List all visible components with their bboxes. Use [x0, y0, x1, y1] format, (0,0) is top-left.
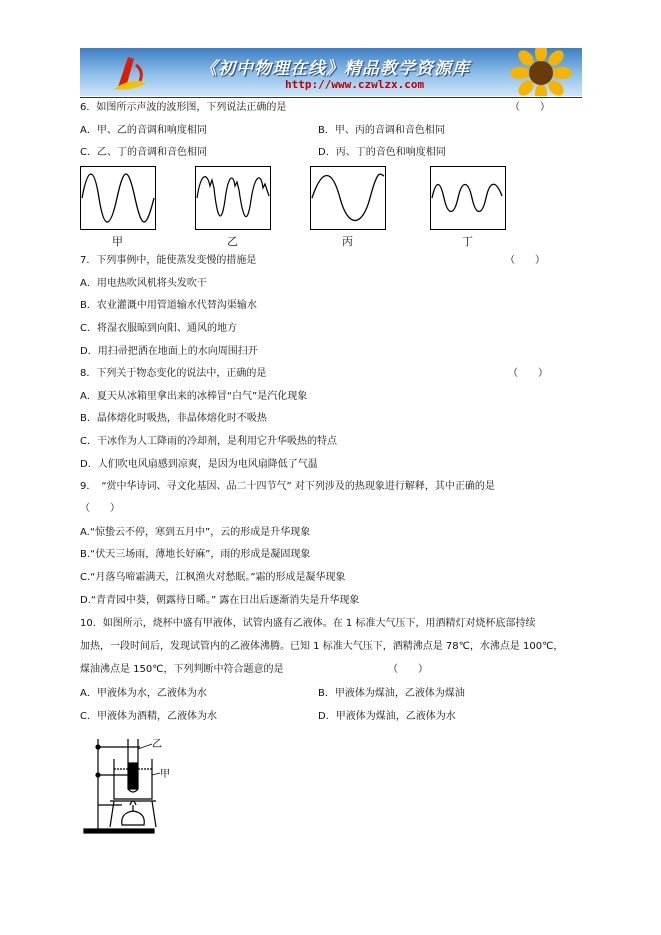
q9-bracket: （ ） [80, 503, 120, 514]
q6-stem: 6．如图所示声波的波形图，下列说法正确的是 [80, 102, 287, 113]
q8-option-b: B．晶体熔化时吸热，非晶体熔化时不吸热 [80, 413, 267, 424]
q10-option-c: C．甲液体为酒精，乙液体为水 [80, 711, 217, 722]
label-jia: 甲 [160, 769, 170, 780]
q7-stem: 7．下列事例中，能使蒸发变慢的措施是 [80, 255, 257, 266]
site-logo-icon [110, 53, 150, 93]
q8-bracket: （ ） [508, 368, 548, 379]
q10-stem-line-2: 加热，一段时间后，发现试管内的乙液体沸腾。已知 1 标准大气压下，酒精沸点是 78℃，水沸点是 100℃， [80, 641, 564, 652]
q8-option-d: D．人们吹电风扇感到凉爽，是因为电风扇降低了气温 [80, 459, 318, 470]
q8-stem: 8．下列关于物态变化的说法中，正确的是 [80, 368, 267, 379]
q6-bracket: （ ） [510, 102, 550, 113]
waveform-jia [80, 166, 156, 230]
banner-url[interactable]: http://www.czwlzx.com [285, 78, 425, 91]
banner-title: 《初中物理在线》精品教学资源库 [200, 59, 470, 79]
q9-option-b: B.“伏天三场雨，薄地长好麻”，雨的形成是凝固现象 [80, 549, 311, 560]
q10-bracket: （ ） [388, 664, 428, 675]
q7-option-c: C．将湿衣服晾到向阳、通风的地方 [80, 323, 237, 334]
waveform-label-jia: 甲 [112, 235, 123, 248]
q6-option-a: A．甲、乙的音调和响度相同 [80, 125, 207, 136]
q7-option-d: D．用扫帚把洒在地面上的水向周围扫开 [80, 346, 258, 357]
header-banner [80, 48, 582, 96]
waveform-label-yi: 乙 [227, 235, 238, 248]
q10-option-b: B．甲液体为煤油，乙液体为煤油 [318, 688, 465, 699]
q7-bracket: （ ） [505, 255, 545, 266]
label-yi: 乙 [152, 739, 162, 750]
q9-option-c: C.“月落乌啼霜满天，江枫渔火对愁眠。”霜的形成是凝华现象 [80, 572, 346, 583]
q10-stem-line-3: 煤油沸点是 150℃，下列判断中符合题意的是 [80, 664, 284, 675]
q7-option-b: B．农业灌溉中用管道输水代替沟渠输水 [80, 300, 257, 311]
q6-option-c: C．乙、丁的音调和音色相同 [80, 147, 207, 158]
sunflower-icon [506, 48, 576, 96]
q9-option-a: A.“惊蛰云不停，寒到五月中”，云的形成是升华现象 [80, 527, 311, 538]
boiling-apparatus-figure [80, 735, 190, 837]
q7-option-a: A．用电热吹风机将头发吹干 [80, 278, 207, 289]
waveform-label-bing: 丙 [342, 235, 353, 248]
q9-option-d: D.“青青园中葵，朝露待日晞。” 露在日出后逐渐消失是升华现象 [80, 595, 360, 606]
header-divider [80, 97, 582, 98]
q8-option-c: C．干冰作为人工降雨的冷却剂，是利用它升华吸热的特点 [80, 436, 337, 447]
waveform-yi [195, 166, 271, 230]
q10-stem-line-1: 10．如图所示，烧杯中盛有甲液体，试管内盛有乙液体。在 1 标准大气压下，用酒精灯对烧杯底部持续 [80, 618, 536, 629]
q9-stem: 9． “赏中华诗词、寻文化基因、品二十四节气” 对下列涉及的热现象进行解释，其中正确的是 [80, 481, 495, 492]
q6-option-d: D．丙、丁的音色和响度相同 [318, 147, 446, 158]
q10-option-a: A．甲液体为水，乙液体为水 [80, 688, 207, 699]
q8-option-a: A．夏天从冰箱里拿出来的冰棒冒“白气”是汽化现象 [80, 391, 308, 402]
waveform-bing [310, 166, 386, 230]
q10-option-d: D．甲液体为煤油，乙液体为水 [318, 711, 456, 722]
q6-option-b: B．甲、丙的音调和音色相同 [318, 125, 445, 136]
waveform-ding [430, 166, 506, 230]
waveform-label-ding: 丁 [462, 235, 473, 248]
